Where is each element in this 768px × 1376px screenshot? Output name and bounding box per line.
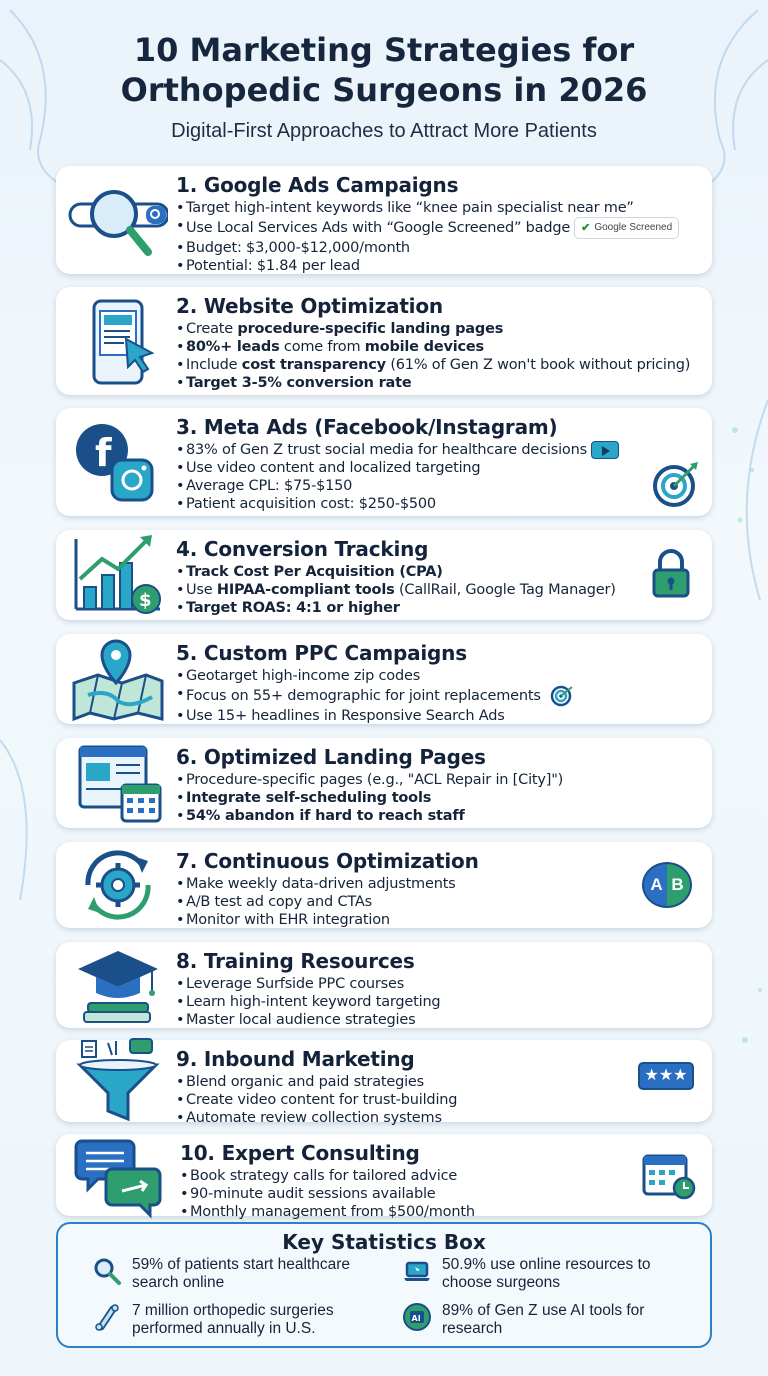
bullet: • Patient acquisition cost: $250-$500 bbox=[176, 495, 704, 513]
bullet: • Book strategy calls for tailored advice bbox=[180, 1167, 704, 1185]
strategy-card-custom-ppc bbox=[56, 634, 712, 724]
strategy-card-continuous-optimization bbox=[56, 842, 712, 928]
bullet: • Leverage Surfside PPC courses bbox=[176, 975, 704, 993]
bullet: • Integrate self-scheduling tools bbox=[176, 789, 704, 807]
strategy-title: 5. Custom PPC Campaigns bbox=[176, 641, 467, 665]
stat-item: AI 89% of Gen Z use AI tools for research bbox=[402, 1302, 692, 1338]
strategy-title: 1. Google Ads Campaigns bbox=[176, 173, 459, 197]
bullet: • Include cost transparency (61% of Gen Z won't book without pricing) bbox=[176, 356, 704, 374]
header bbox=[0, 30, 768, 143]
svg-text:$: $ bbox=[139, 590, 152, 611]
bullet: • Create procedure-specific landing pages bbox=[176, 320, 704, 338]
lock-icon bbox=[650, 548, 692, 598]
bullet: • Use 15+ headlines in Responsive Search Ads bbox=[176, 707, 704, 725]
review-stars-icon bbox=[638, 1062, 694, 1090]
map-pin-icon bbox=[68, 633, 168, 725]
bullet: • Focus on 55+ demographic for joint replacements bbox=[176, 685, 704, 707]
bullet: • Use HIPAA-compliant tools (CallRail, Google Tag Manager) bbox=[176, 581, 704, 599]
mobile-cursor-icon bbox=[68, 295, 168, 387]
strategy-title: 8. Training Resources bbox=[176, 949, 415, 973]
page-title-line2: Orthopedic Surgeons in 2026 bbox=[120, 71, 648, 109]
facebook-instagram-icon bbox=[68, 416, 168, 508]
bullet: • Use Local Services Ads with “Google Screened” badge ✔ Google Screened bbox=[176, 217, 704, 239]
google-screened-badge: ✔ Google Screened bbox=[574, 217, 679, 239]
bullet: • Make weekly data-driven adjustments bbox=[176, 875, 704, 893]
bullet: • Monitor with EHR integration bbox=[176, 911, 704, 929]
bullet: • Use video content and localized targeting bbox=[176, 459, 704, 477]
bullet: • Master local audience strategies bbox=[176, 1011, 704, 1029]
bullet: • 54% abandon if hard to reach staff bbox=[176, 807, 704, 825]
stat-item: 7 million orthopedic surgeries performed annually in U.S. bbox=[92, 1302, 382, 1338]
key-statistics-box bbox=[56, 1222, 712, 1348]
bullet: • Track Cost Per Acquisition (CPA) bbox=[176, 563, 704, 581]
bullet: • Budget: $3,000-$12,000/month bbox=[176, 239, 704, 257]
strategy-title: 9. Inbound Marketing bbox=[176, 1047, 415, 1071]
search-bar-magnifier-icon bbox=[68, 174, 168, 266]
svg-text:f: f bbox=[95, 431, 112, 475]
ai-brain-icon bbox=[402, 1302, 432, 1332]
bullet: • Create video content for trust-building bbox=[176, 1091, 704, 1109]
bullet: • 80%+ leads come from mobile devices bbox=[176, 338, 704, 356]
strategy-card-inbound-marketing bbox=[56, 1040, 712, 1126]
strategy-title: 2. Website Optimization bbox=[176, 294, 443, 318]
strategy-card-google-ads bbox=[56, 166, 712, 274]
strategy-title: 10. Expert Consulting bbox=[180, 1141, 420, 1165]
bullet: • Geotarget high-income zip codes bbox=[176, 667, 704, 685]
ab-test-icon bbox=[642, 862, 692, 908]
stats-title: Key Statistics Box bbox=[282, 1230, 486, 1254]
strategy-title: 4. Conversion Tracking bbox=[176, 537, 429, 561]
bullet: • Procedure-specific pages (e.g., "ACL Repair in [City]") bbox=[176, 771, 704, 789]
webpage-calendar-icon bbox=[68, 737, 168, 829]
growth-chart-dollar-icon bbox=[68, 529, 168, 621]
strategy-card-training-resources bbox=[56, 942, 712, 1028]
ai-label: AI bbox=[411, 1314, 421, 1323]
bullet: • 90-minute audit sessions available bbox=[180, 1185, 704, 1203]
bullet: • Potential: $1.84 per lead bbox=[176, 257, 704, 275]
page-subtitle: Digital-First Approaches to Attract More Patients bbox=[171, 120, 597, 142]
calendar-clock-icon bbox=[642, 1150, 696, 1200]
target-icon bbox=[549, 685, 575, 707]
bone-icon bbox=[92, 1302, 122, 1332]
page-title-line1: 10 Marketing Strategies for bbox=[133, 31, 635, 69]
bullet: • Automate review collection systems bbox=[176, 1109, 704, 1127]
magnifier-icon bbox=[92, 1256, 122, 1286]
stars: ★★★ bbox=[644, 1067, 688, 1084]
strategy-card-meta-ads bbox=[56, 408, 712, 516]
strategy-card-conversion-tracking bbox=[56, 530, 712, 620]
target-dart-icon bbox=[652, 460, 700, 508]
bullet: • Target high-intent keywords like “knee pain specialist near me” bbox=[176, 199, 704, 217]
ab-label: A B bbox=[650, 875, 684, 894]
graduation-cap-book-icon bbox=[68, 939, 168, 1031]
bullet: • 83% of Gen Z trust social media for healthcare decisions bbox=[176, 441, 704, 459]
video-play-icon bbox=[591, 441, 619, 459]
laptop-icon bbox=[402, 1256, 432, 1286]
strategy-title: 7. Continuous Optimization bbox=[176, 849, 479, 873]
funnel-icon bbox=[68, 1035, 168, 1127]
gear-cycle-icon bbox=[68, 839, 168, 931]
strategy-card-expert-consulting bbox=[56, 1134, 712, 1220]
bullet: • Target 3-5% conversion rate bbox=[176, 374, 704, 392]
strategy-title: 6. Optimized Landing Pages bbox=[176, 745, 486, 769]
bullet: • Average CPL: $75-$150 bbox=[176, 477, 704, 495]
bullet: • Blend organic and paid strategies bbox=[176, 1073, 704, 1091]
checkmark-icon: ✔ bbox=[581, 222, 591, 234]
page-title bbox=[0, 30, 768, 110]
bullet: • Learn high-intent keyword targeting bbox=[176, 993, 704, 1011]
stat-item: 50.9% use online resources to choose surgeons bbox=[402, 1256, 692, 1292]
bullet: • Monthly management from $500/month bbox=[180, 1203, 704, 1221]
strategy-card-website-optimization bbox=[56, 287, 712, 395]
bullet: • A/B test ad copy and CTAs bbox=[176, 893, 704, 911]
chat-bubbles-icon bbox=[68, 1129, 168, 1221]
strategy-card-landing-pages bbox=[56, 738, 712, 828]
stat-item: 59% of patients start healthcare search online bbox=[92, 1256, 382, 1292]
strategy-title: 3. Meta Ads (Facebook/Instagram) bbox=[176, 415, 558, 439]
bullet: • Target ROAS: 4:1 or higher bbox=[176, 599, 704, 617]
